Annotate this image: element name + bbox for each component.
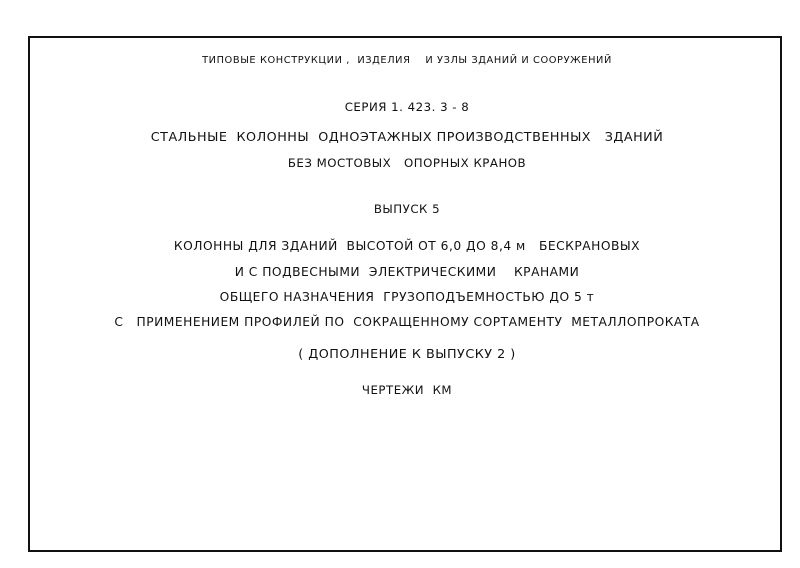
series-number: СЕРИЯ 1. 423. 3 - 8: [344, 100, 470, 114]
header-line: ТИПОВЫЕ КОНСТРУКЦИИ , ИЗДЕЛИЯ И УЗЛЫ ЗДАНИЙ И СООРУЖЕНИЙ: [202, 55, 612, 66]
description-line-4: С ПРИМЕНЕНИЕМ ПРОФИЛЕЙ ПО СОКРАЩЕННОМУ СОРТАМЕНТУ МЕТАЛЛОПРОКАТА: [114, 315, 700, 329]
description-line-1: КОЛОННЫ ДЛЯ ЗДАНИЙ ВЫСОТОЙ ОТ 6,0 ДО 8,4 м БЕСКРАНОВЫХ: [173, 239, 641, 253]
title-line-2: БЕЗ МОСТОВЫХ ОПОРНЫХ КРАНОВ: [287, 156, 527, 170]
drawings-label: ЧЕРТЕЖИ КМ: [361, 383, 453, 397]
title-sheet-frame: [28, 36, 782, 552]
issue-number: ВЫПУСК 5: [373, 202, 441, 216]
supplement-note: ( ДОПОЛНЕНИЕ К ВЫПУСКУ 2 ): [298, 347, 516, 362]
description-line-3: ОБЩЕГО НАЗНАЧЕНИЯ ГРУЗОПОДЪЕМНОСТЬЮ ДО 5 т: [219, 290, 595, 304]
description-line-2: И С ПОДВЕСНЫМИ ЭЛЕКТРИЧЕСКИМИ КРАНАМИ: [234, 265, 580, 279]
title-line-1: СТАЛЬНЫЕ КОЛОННЫ ОДНОЭТАЖНЫХ ПРОИЗВОДСТВЕННЫХ ЗДАНИЙ: [150, 130, 664, 145]
